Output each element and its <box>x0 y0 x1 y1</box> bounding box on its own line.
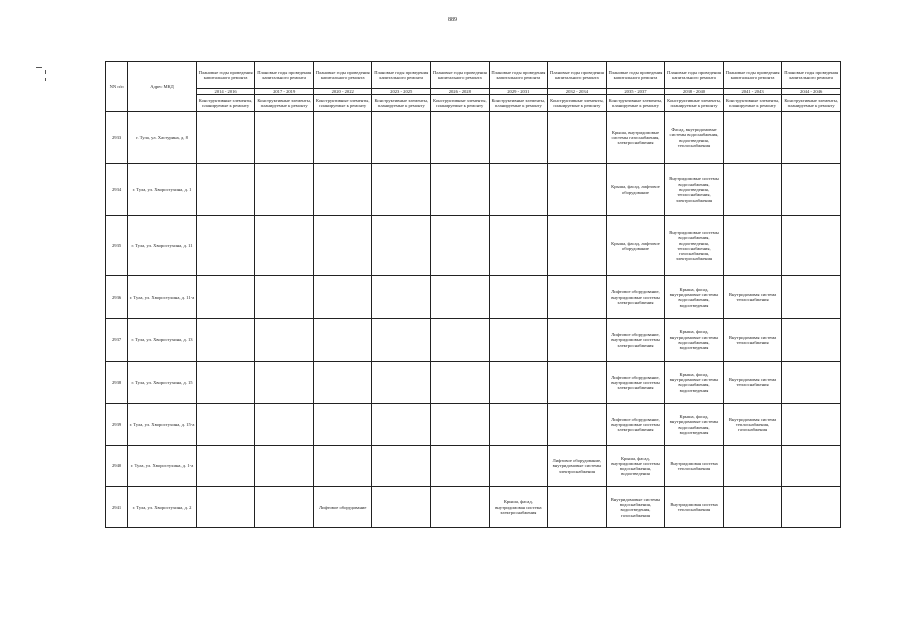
period-elements: Конструктивные элементы, планируемые к ремонту <box>196 95 255 112</box>
row-address: г. Тула, ул. Хворостухина, д. 15 <box>128 361 197 404</box>
repair-cell: Внутридомовая система теплоснабжения <box>665 445 724 487</box>
repair-cell <box>372 276 431 319</box>
repair-cell <box>372 164 431 216</box>
period-elements: Конструктивные элементы, планируемые к ремонту <box>782 95 841 112</box>
row-address: г. Тула, ул. Хворостухина, д. 2 <box>128 487 197 528</box>
repair-cell <box>431 445 490 487</box>
row-address: г. Тула, ул. Хворостухина, д. 15-а <box>128 404 197 446</box>
row-address: г. Тула, ул. Хворостухина, д. 13 <box>128 319 197 362</box>
repair-cell <box>255 276 314 319</box>
period-elements: Конструктивные элементы, планируемые к ремонту <box>606 95 665 112</box>
repair-cell <box>255 216 314 276</box>
address-header: Адрес МКД <box>128 62 197 112</box>
row-address: г. Тула, ул. Хворостухина, д. 1 <box>128 164 197 216</box>
repair-cell <box>782 445 841 487</box>
num-header: NN п/п <box>106 62 128 112</box>
period-title: Плановые годы проведения капитального ремонта <box>548 62 607 89</box>
repair-cell <box>723 445 782 487</box>
repair-cell <box>431 164 490 216</box>
repair-cell <box>313 112 372 164</box>
repair-cell <box>372 404 431 446</box>
table-row <box>106 276 841 319</box>
repair-cell <box>372 445 431 487</box>
period-range: 2023 - 2025 <box>372 89 431 95</box>
repair-cell: Крыша, фасад, внутридомовые системы водоснабжения, водоотведения <box>665 404 724 446</box>
period-title: Плановые годы проведения капитального ремонта <box>372 62 431 89</box>
period-elements: Конструктивные элементы, планируемые к ремонту <box>665 95 724 112</box>
row-number: 2937 <box>106 319 128 362</box>
repair-cell <box>255 404 314 446</box>
repair-cell <box>489 112 548 164</box>
period-title: Плановые годы проведения капитального ремонта <box>606 62 665 89</box>
repair-cell <box>196 404 255 446</box>
repair-cell: Внутридомовая система теплоснабжения <box>723 361 782 404</box>
repair-cell <box>255 361 314 404</box>
repair-cell: Лифтовое оборудование, внутридомовые системы электроснабжения <box>606 276 665 319</box>
repair-cell <box>372 487 431 528</box>
repair-cell: Внутридомовая система теплоснабжения <box>665 487 724 528</box>
repair-cell <box>431 216 490 276</box>
repair-cell <box>782 361 841 404</box>
repair-cell <box>489 276 548 319</box>
repair-cell <box>548 404 607 446</box>
repair-cell <box>723 164 782 216</box>
row-address: г. Тула, ул. Хастурина, д. 8 <box>128 112 197 164</box>
row-address: г. Тула, ул. Хворостухина, д. 11-а <box>128 276 197 319</box>
repair-cell <box>313 361 372 404</box>
period-range: 2038 - 2040 <box>665 89 724 95</box>
repair-cell <box>782 487 841 528</box>
row-address: г. Тула, ул. Хворостухина, д. 11 <box>128 216 197 276</box>
repair-cell: Фасад, внутридомовые системы водоснабжения, водоотведения, теплоснабжения <box>665 112 724 164</box>
period-elements: Конструктивные элементы, планируемые к ремонту <box>255 95 314 112</box>
repair-cell <box>372 319 431 362</box>
period-range: 2029 - 2031 <box>489 89 548 95</box>
period-elements: Конструктивные элементы, планируемые к ремонту <box>431 95 490 112</box>
table-row <box>106 319 841 362</box>
repair-cell <box>723 216 782 276</box>
repair-cell: Внутридомовая система теплоснабжения, газоснабжения <box>723 404 782 446</box>
repair-cell <box>723 112 782 164</box>
repair-cell <box>255 112 314 164</box>
repair-cell: Внутридомовая система теплоснабжения <box>723 276 782 319</box>
repair-cell: Крыша, фасад, внутридомовые системы водоснабжения, водоотведения <box>665 276 724 319</box>
repair-cell <box>313 164 372 216</box>
repair-cell: Лифтовое оборудование, внутридомовые системы электроснабжения <box>606 319 665 362</box>
repair-cell <box>196 164 255 216</box>
period-title: Плановые годы проведения капитального ремонта <box>313 62 372 89</box>
row-number: 2938 <box>106 361 128 404</box>
period-range: 2035 - 2037 <box>606 89 665 95</box>
repair-cell: Лифтовое оборудование, внутридомовые системы электроснабжения <box>548 445 607 487</box>
repair-cell <box>489 319 548 362</box>
repair-cell: Крыша, фасад, внутридомовые системы водоснабжения, водоотведения <box>665 319 724 362</box>
period-elements: Конструктивные элементы, планируемые к ремонту <box>489 95 548 112</box>
repair-cell <box>313 319 372 362</box>
repair-cell <box>372 361 431 404</box>
row-address: г. Тула, ул. Хворостухина, д. 1-а <box>128 445 197 487</box>
row-number: 2940 <box>106 445 128 487</box>
table-row <box>106 361 841 404</box>
repair-cell <box>489 361 548 404</box>
repair-cell <box>548 276 607 319</box>
repair-cell <box>196 216 255 276</box>
repair-cell <box>489 164 548 216</box>
repair-cell <box>196 361 255 404</box>
period-elements: Конструктивные элементы, планируемые к ремонту <box>372 95 431 112</box>
repair-cell: Крыша, фасад, внутридомовые системы водоснабжения, водоотведения <box>665 361 724 404</box>
repair-cell <box>196 445 255 487</box>
page-number: 889 <box>448 17 457 23</box>
row-number: 2934 <box>106 164 128 216</box>
capital-repair-table <box>105 61 841 528</box>
row-number: 2933 <box>106 112 128 164</box>
table-row <box>106 404 841 446</box>
period-title: Плановые годы проведения капитального ремонта <box>431 62 490 89</box>
table-row <box>106 216 841 276</box>
row-number: 2936 <box>106 276 128 319</box>
repair-cell <box>313 404 372 446</box>
period-title: Плановые годы проведения капитального ремонта <box>196 62 255 89</box>
repair-cell: Лифтовое оборудование, внутридомовые системы электроснабжения <box>606 404 665 446</box>
repair-cell: Внутридомовые системы водоснабжения, водоотведения, газоснабжения <box>606 487 665 528</box>
period-range: 2020 - 2022 <box>313 89 372 95</box>
margin-mark <box>36 67 42 68</box>
repair-cell <box>548 361 607 404</box>
repair-cell <box>196 276 255 319</box>
repair-cell <box>313 216 372 276</box>
repair-cell <box>782 216 841 276</box>
repair-cell <box>255 487 314 528</box>
period-title: Плановые годы проведения капитального ремонта <box>782 62 841 89</box>
repair-cell <box>723 487 782 528</box>
period-elements: Конструктивные элементы, планируемые к ремонту <box>723 95 782 112</box>
repair-cell <box>782 404 841 446</box>
repair-cell: Лифтовое оборудование, внутридомовые системы электроснабжения <box>606 361 665 404</box>
repair-cell <box>782 112 841 164</box>
period-range: 2044 - 2046 <box>782 89 841 95</box>
period-range: 2014 - 2016 <box>196 89 255 95</box>
period-elements: Конструктивные элементы, планируемые к ремонту <box>313 95 372 112</box>
repair-cell <box>431 361 490 404</box>
repair-cell <box>431 112 490 164</box>
period-elements: Конструктивные элементы, планируемые к ремонту <box>548 95 607 112</box>
repair-cell <box>255 164 314 216</box>
margin-mark <box>45 70 46 74</box>
repair-cell <box>431 404 490 446</box>
repair-cell: Крыша, внутридомовые системы газоснабжения, электроснабжения <box>606 112 665 164</box>
repair-cell: Крыша, фасад, внутридомовая система электроснабжения <box>489 487 548 528</box>
period-title: Плановые годы проведения капитального ремонта <box>665 62 724 89</box>
table-row <box>106 164 841 216</box>
repair-cell <box>548 164 607 216</box>
repair-cell <box>255 445 314 487</box>
repair-cell <box>548 487 607 528</box>
repair-cell <box>431 319 490 362</box>
repair-cell: Крыша, фасад, внутридомовые системы водоснабжения, водоотведения <box>606 445 665 487</box>
repair-cell <box>548 319 607 362</box>
period-title: Плановые годы проведения капитального ремонта <box>489 62 548 89</box>
repair-cell <box>313 445 372 487</box>
repair-cell <box>782 164 841 216</box>
row-number: 2939 <box>106 404 128 446</box>
row-number: 2935 <box>106 216 128 276</box>
repair-cell: Внутридомовые системы водоснабжения, водоотведения, теплоснабжения, газоснабжения, электроснабжения <box>665 216 724 276</box>
repair-cell <box>782 319 841 362</box>
repair-cell <box>489 216 548 276</box>
repair-cell <box>489 445 548 487</box>
repair-cell <box>313 276 372 319</box>
repair-cell <box>548 112 607 164</box>
repair-cell <box>431 276 490 319</box>
repair-cell <box>372 216 431 276</box>
period-title: Плановые годы проведения капитального ремонта <box>723 62 782 89</box>
repair-cell: Внутридомовая система теплоснабжения <box>723 319 782 362</box>
repair-cell: Внутридомовые системы водоснабжения, водоотведения, теплоснабжения, электроснабжения <box>665 164 724 216</box>
period-range: 2041 - 2043 <box>723 89 782 95</box>
period-range: 2032 - 2034 <box>548 89 607 95</box>
repair-cell <box>255 319 314 362</box>
repair-cell <box>431 487 490 528</box>
period-range: 2017 - 2019 <box>255 89 314 95</box>
repair-cell <box>196 319 255 362</box>
margin-mark <box>45 78 46 81</box>
repair-cell <box>782 276 841 319</box>
repair-cell: Лифтовое оборудование <box>313 487 372 528</box>
table-row <box>106 112 841 164</box>
repair-cell <box>372 112 431 164</box>
repair-cell: Крыша, фасад, лифтовое оборудование <box>606 164 665 216</box>
repair-cell <box>548 216 607 276</box>
table-row <box>106 487 841 528</box>
row-number: 2941 <box>106 487 128 528</box>
period-range: 2026 - 2028 <box>431 89 490 95</box>
repair-cell: Крыша, фасад, лифтовое оборудование <box>606 216 665 276</box>
table-row <box>106 445 841 487</box>
repair-cell <box>489 404 548 446</box>
repair-cell <box>196 112 255 164</box>
repair-cell <box>196 487 255 528</box>
period-title: Плановые годы проведения капитального ремонта <box>255 62 314 89</box>
